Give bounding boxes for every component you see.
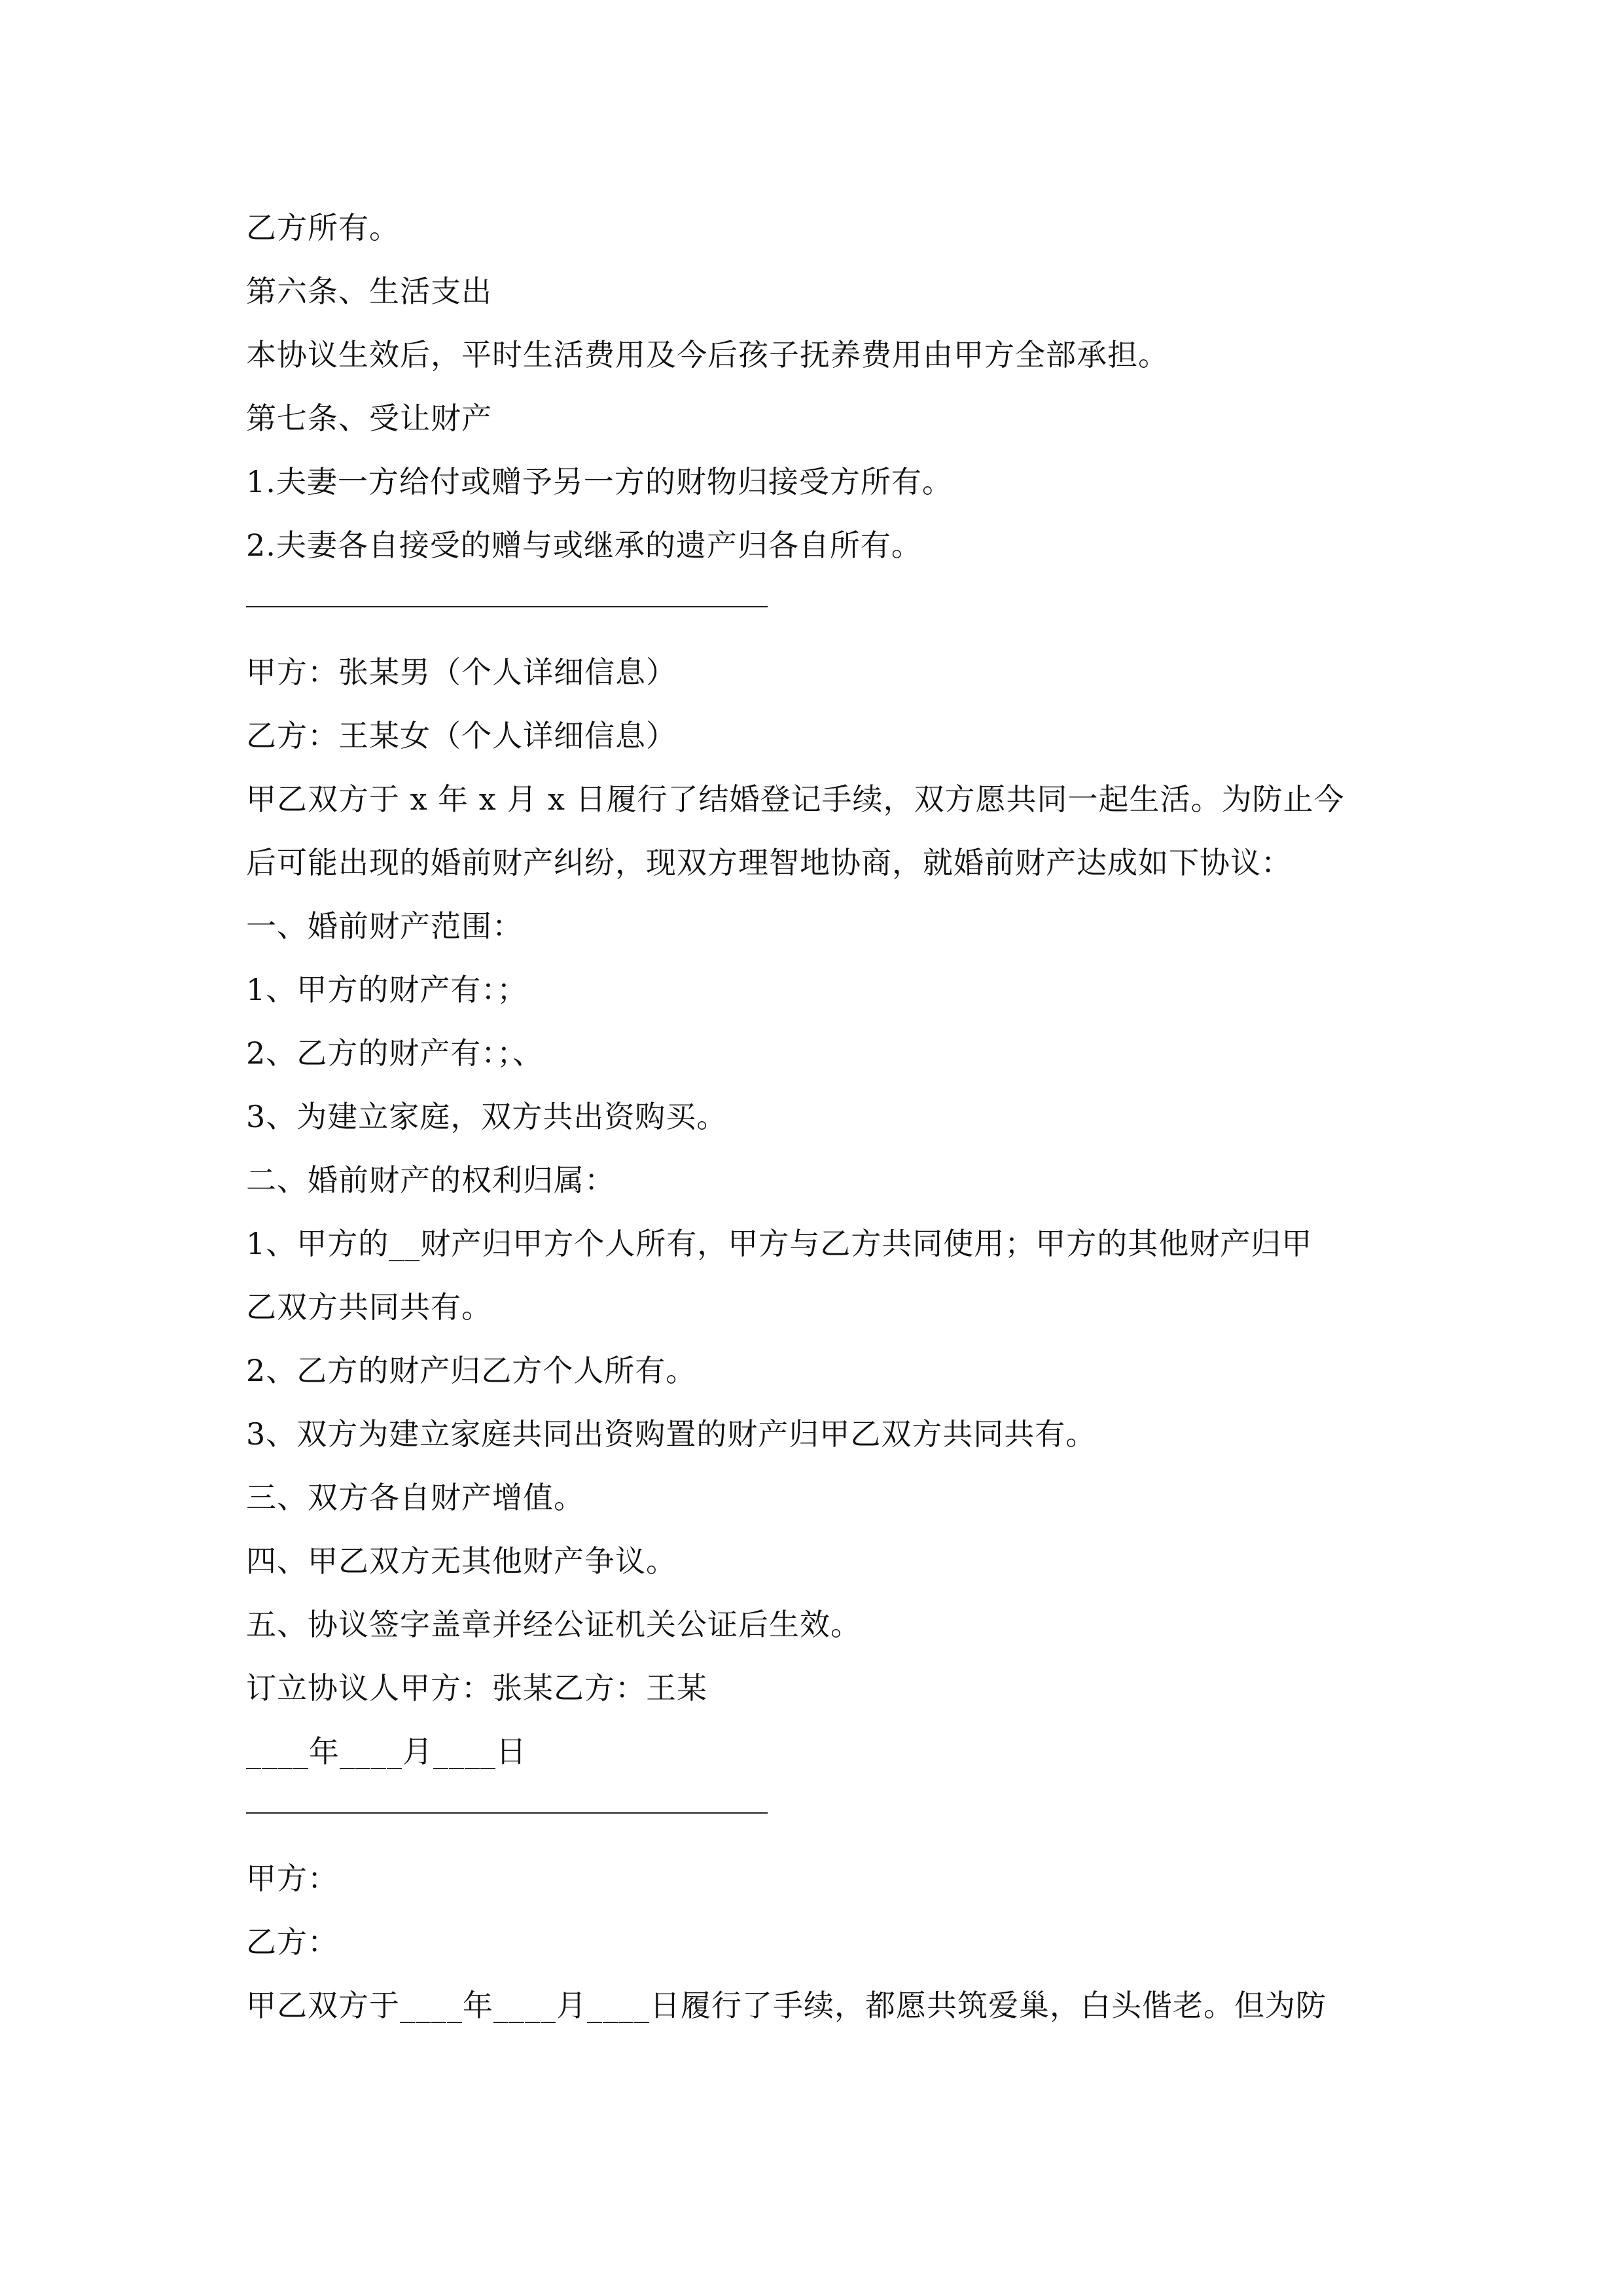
separator-bar: [246, 606, 768, 607]
list-item: 3、为建立家庭，双方共出资购买。: [246, 1099, 728, 1134]
section-heading: 二、婚前财产的权利归属：: [246, 1162, 615, 1198]
separator-rule: [246, 1784, 1385, 1847]
list-item: 2.夫妻各自接受的赠与或继承的遗产归各自所有。: [246, 528, 922, 563]
party-a-line: 甲方：: [246, 1861, 338, 1896]
list-item: 3、双方为建立家庭共同出资购置的财产归甲乙双方共同共有。: [246, 1416, 1097, 1452]
paragraph-line: 甲乙双方于 x 年 x 月 x 日履行了结婚登记手续，双方愿共同一起生活。为防止今: [246, 781, 1345, 817]
list-item: 1、甲方的__财产归甲方个人所有，甲方与乙方共同使用；甲方的其他财产归甲: [246, 1226, 1313, 1261]
paragraph-line: 后可能出现的婚前财产纠纷，现双方理智地协商，就婚前财产达成如下协议：: [246, 845, 1292, 880]
paragraph-line: 甲乙双方于____年____月____日履行了手续，都愿共筑爱巢，白头偕老。但为防: [246, 1988, 1327, 2023]
date-line: ____年____月____日: [246, 1734, 527, 1769]
section-heading-article-six: 第六条、生活支出: [246, 274, 492, 309]
document-body: [246, 196, 1385, 2037]
paragraph-line: 乙方所有。: [246, 210, 400, 245]
separator-rule: [246, 577, 1385, 641]
section-heading: 一、婚前财产范围：: [246, 908, 523, 944]
list-item: 2、乙方的财产有：；、: [246, 1035, 544, 1071]
section-heading: 五、协议签字盖章并经公证机关公证后生效。: [246, 1607, 861, 1642]
paragraph-line: 本协议生效后，平时生活费用及今后孩子抚养费用由甲方全部承担。: [246, 337, 1169, 372]
party-b-line: 乙方：王某女（个人详细信息）: [246, 718, 677, 753]
separator-bar: [246, 1812, 768, 1814]
list-item: 1.夫妻一方给付或赠予另一方的财物归接受方所有。: [246, 464, 953, 499]
party-a-line: 甲方：张某男（个人详细信息）: [246, 655, 677, 690]
list-item-continued: 乙双方共同共有。: [246, 1289, 492, 1325]
section-heading-article-seven: 第七条、受让财产: [246, 401, 492, 436]
list-item: 1、甲方的财产有：；: [246, 972, 528, 1007]
party-b-line: 乙方：: [246, 1924, 338, 1960]
signatories-line: 订立协议人甲方：张某乙方：王某: [246, 1670, 707, 1706]
section-heading: 四、甲乙双方无其他财产争议。: [246, 1543, 677, 1579]
section-heading: 三、双方各自财产增值。: [246, 1480, 584, 1515]
list-item: 2、乙方的财产归乙方个人所有。: [246, 1353, 697, 1388]
